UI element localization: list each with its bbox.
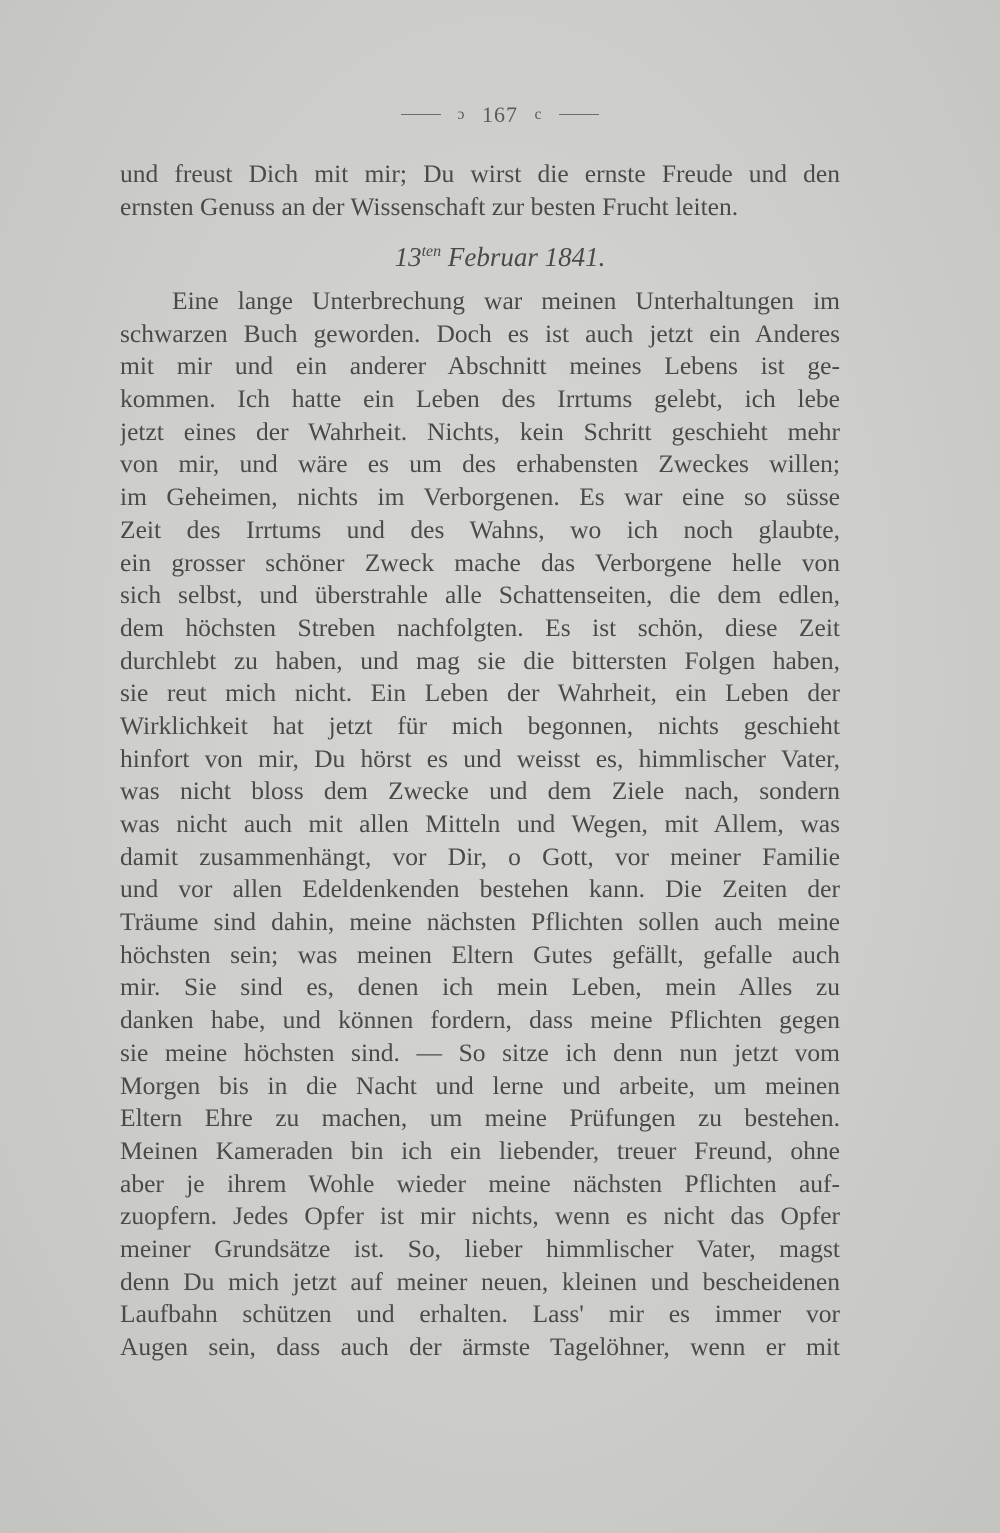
text-line: zuopfern. Jedes Opfer ist mir nichts, wenn es nicht das Opfer <box>120 1201 840 1231</box>
header-rule-left <box>401 114 441 115</box>
text-line: von mir, und wäre es um des erhabensten Zweckes willen; <box>120 449 840 479</box>
text-line: Morgen bis in die Nacht und lerne und arbeite, um meinen <box>120 1070 840 1100</box>
text-line: Augen sein, dass auch der ärmste Tagelöhner, wenn er mit <box>120 1332 840 1361</box>
text-line: sich selbst, und überstrahle alle Schattenseiten, die dem edlen, <box>120 580 840 610</box>
text-line: schwarzen Buch geworden. Doch es ist auch jetzt ein Anderes <box>120 318 840 348</box>
text-line: dem höchsten Streben nachfolgten. Es ist schön, diese Zeit <box>120 612 840 642</box>
text-line: sie meine höchsten sind. — So sitze ich denn nun jetzt vom <box>120 1037 840 1067</box>
text-line: mit mir und ein anderer Abschnitt meines Lebens ist ge- <box>120 351 840 381</box>
text-line: Laufbahn schützen und erhalten. Lass' mir es immer vor <box>120 1299 840 1329</box>
header-ornament-left: ɔ <box>457 105 466 123</box>
text-line: hinfort von mir, Du hörst es und weisst es, himmlischer Vater, <box>120 743 840 773</box>
text-line: durchlebt zu haben, und mag sie die bittersten Folgen haben, <box>120 645 840 675</box>
text-line: meiner Grundsätze ist. So, lieber himmlischer Vater, magst <box>120 1233 840 1263</box>
text-line: was nicht bloss dem Zwecke und dem Ziele nach, sondern <box>120 776 840 806</box>
text-line: jetzt eines der Wahrheit. Nichts, kein Schritt geschieht mehr <box>120 416 840 446</box>
text-line: im Geheimen, nichts im Verborgenen. Es war eine so süsse <box>120 482 840 512</box>
date-rest: Februar 1841. <box>441 242 606 272</box>
page-header <box>0 100 1000 128</box>
text-line: Eltern Ehre zu machen, um meine Prüfungen zu bestehen. <box>120 1103 840 1133</box>
text-line: Wirklichkeit hat jetzt für mich begonnen, nichts geschieht <box>120 710 840 740</box>
header-rule-right <box>559 114 599 115</box>
text-line: Meinen Kameraden bin ich ein liebender, treuer Freund, ohne <box>120 1135 840 1165</box>
date-suffix: ten <box>421 243 442 260</box>
diary-entry-paragraph <box>120 285 840 1364</box>
text-line: aber je ihrem Wohle wieder meine nächsten Pflichten auf- <box>120 1168 840 1198</box>
entry-date-heading <box>0 242 1000 273</box>
text-line: mir. Sie sind es, denen ich mein Leben, mein Alles zu <box>120 972 840 1002</box>
text-line: ein grosser schöner Zweck mache das Verborgene helle von <box>120 547 840 577</box>
text-line: und vor allen Edeldenkenden bestehen kann. Die Zeiten der <box>120 874 840 904</box>
text-line: danken habe, und können fordern, dass meine Pflichten gegen <box>120 1005 840 1035</box>
text-line: was nicht auch mit allen Mitteln und Wegen, mit Allem, was <box>120 809 840 838</box>
text-line: Eine lange Unterbrechung war meinen Unterhaltungen im <box>172 286 840 315</box>
text-line: Zeit des Irrtums und des Wahns, wo ich noch glaubte, <box>120 514 840 544</box>
text-line: Träume sind dahin, meine nächsten Pflichten sollen auch meine <box>120 907 840 937</box>
text-line: und freust Dich mit mir; Du wirst die ernste Freude und den <box>120 159 840 188</box>
text-line: denn Du mich jetzt auf meiner neuen, kleinen und bescheidenen <box>120 1266 840 1296</box>
date-day: 13 <box>394 242 422 272</box>
text-line: kommen. Ich hatte ein Leben des Irrtums gelebt, ich lebe <box>120 384 840 414</box>
text-line: ernsten Genuss an der Wissenschaft zur besten Frucht leiten. <box>120 191 739 221</box>
paragraph-continued <box>120 158 840 223</box>
page-number: 167 <box>482 101 518 127</box>
header-ornament-right: c <box>534 105 543 123</box>
text-line: höchsten sein; was meinen Eltern Gutes gefällt, gefalle auch <box>120 939 840 969</box>
text-line: sie reut mich nicht. Ein Leben der Wahrheit, ein Leben der <box>120 678 840 708</box>
text-line: damit zusammenhängt, vor Dir, o Gott, vor meiner Familie <box>120 841 840 871</box>
